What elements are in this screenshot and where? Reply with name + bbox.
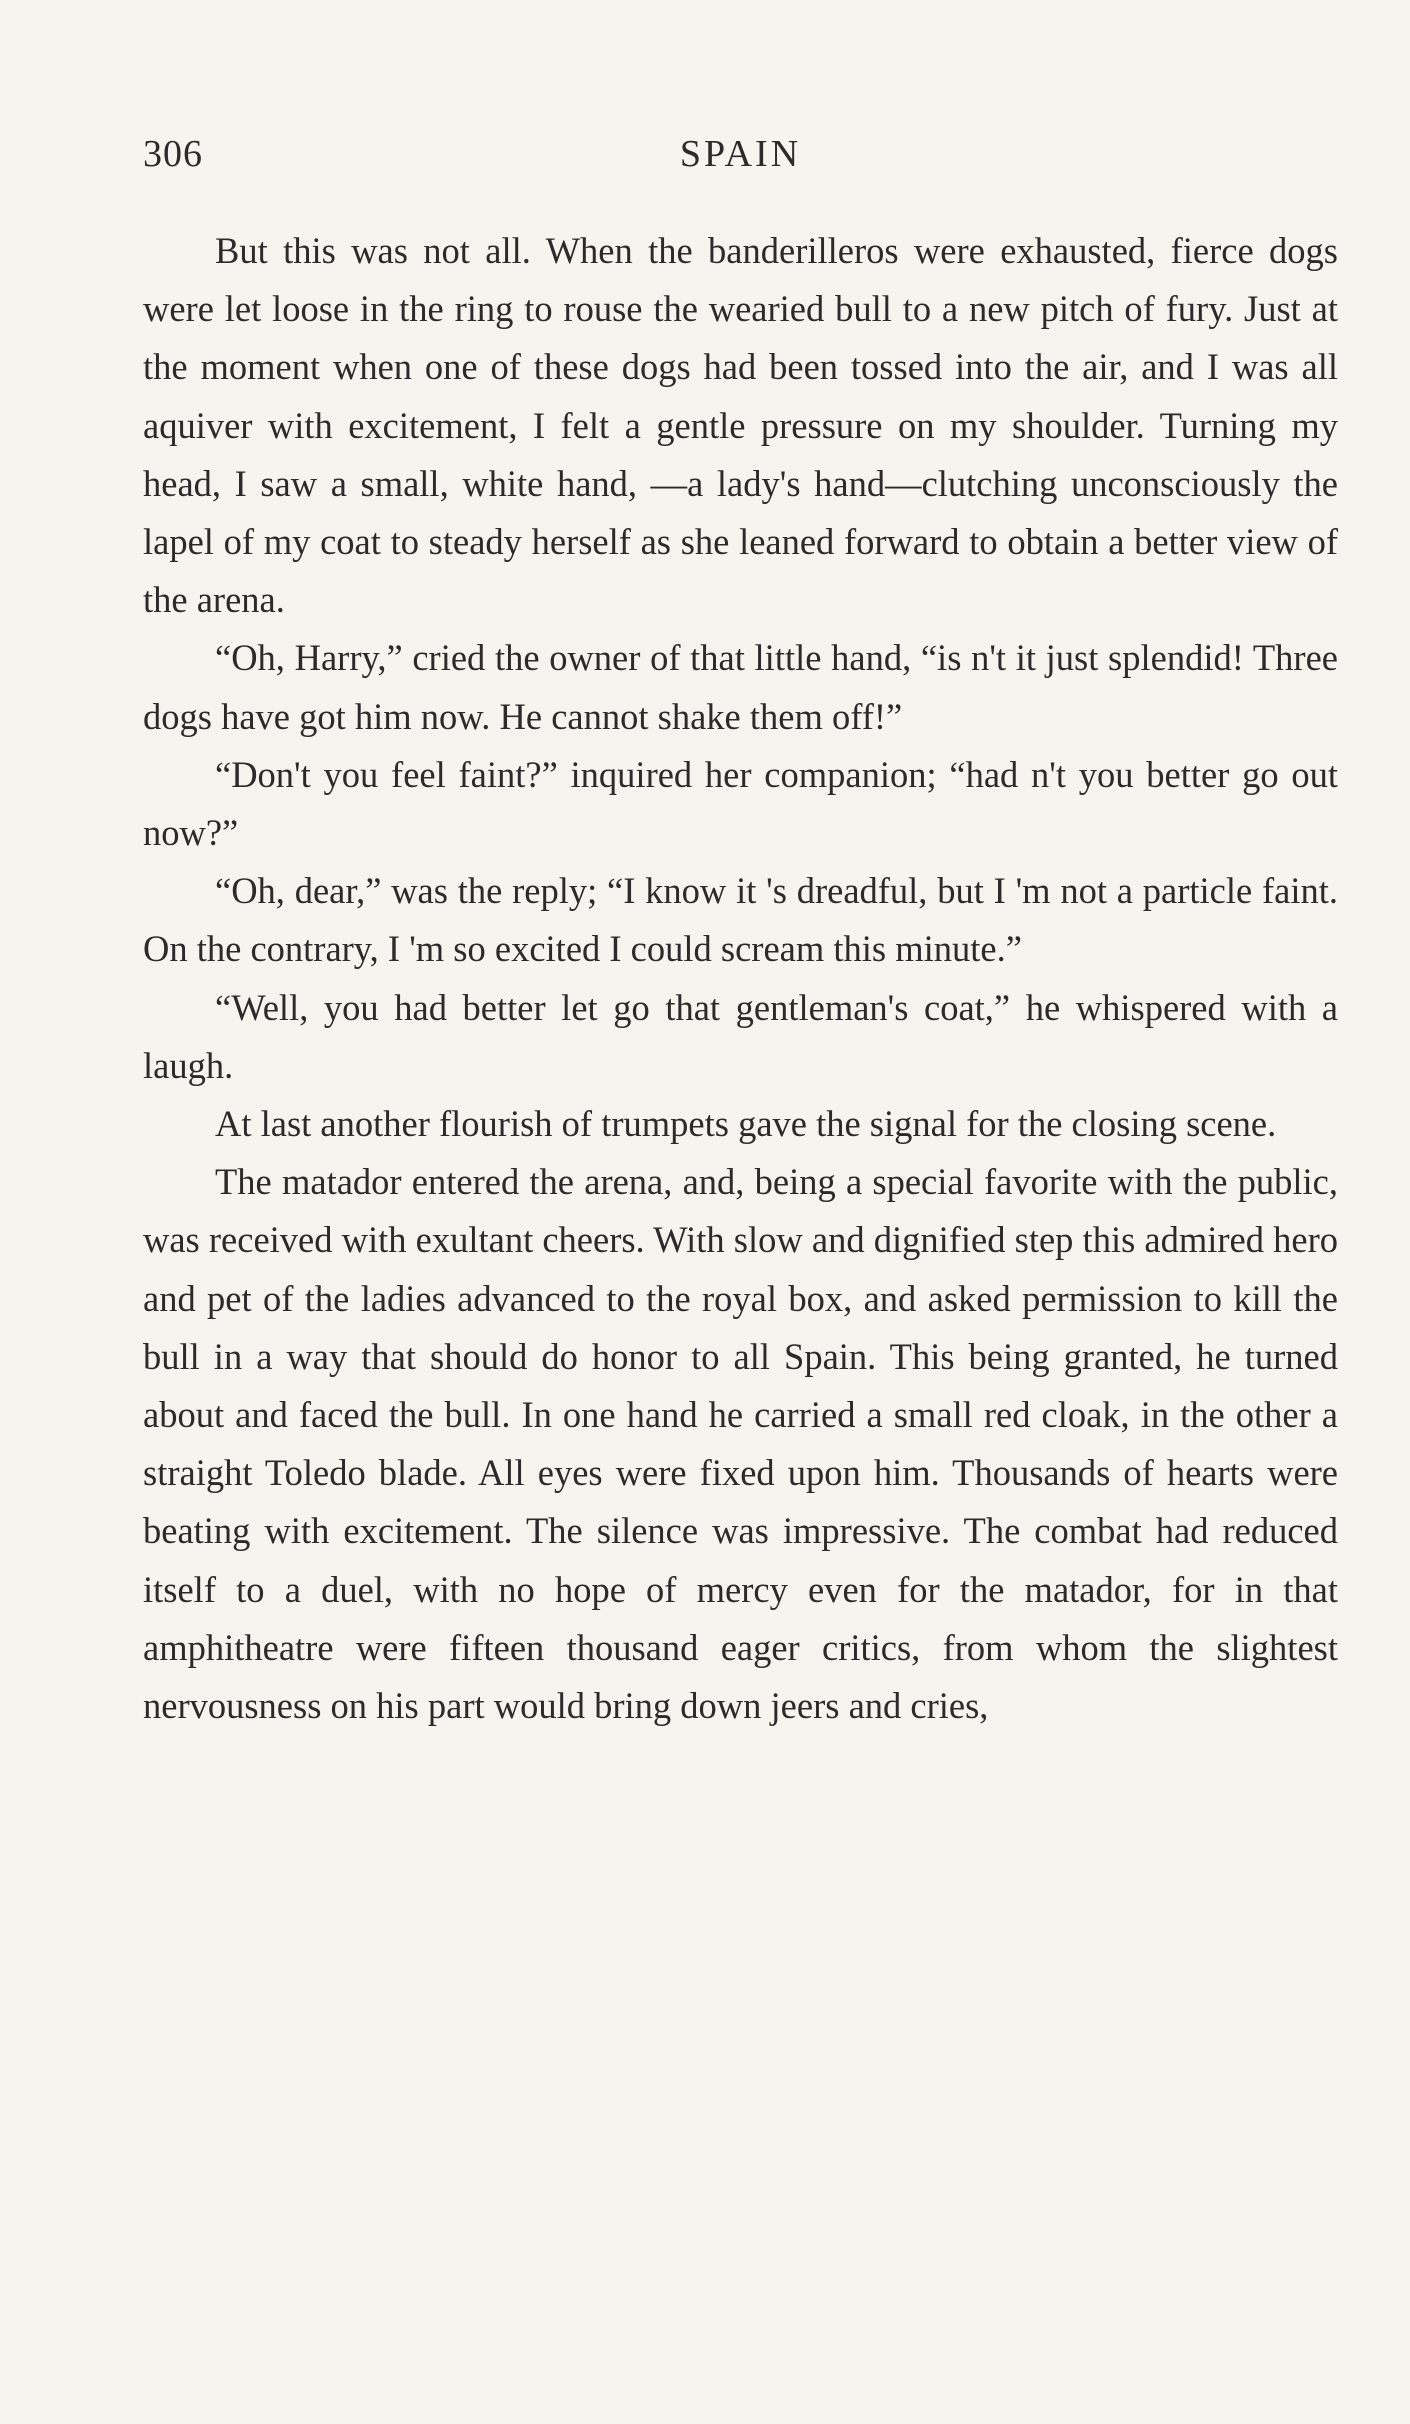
running-title: SPAIN (679, 133, 802, 175)
running-head (143, 132, 1338, 192)
body-text (143, 222, 1338, 1735)
paragraph: The matador entered the arena, and, being a special favorite with the public, was received with exultant cheers. With slow and dignified step this admired hero and pet of the ladies advanced to the royal box, and asked permission to kill the bull in a way that should do honor to all Spain. This being granted, he turned about and faced the bull. In one hand he carried a small red cloak, in the other a straight Toledo blade. All eyes were fixed upon him. Thousands of hearts were beating with excitement. The silence was impressive. The combat had reduced itself to a duel, with no hope of mercy even for the matador, for in that amphitheatre were fifteen thousand eager critics, from whom the slightest nervousness on his part would bring down jeers and cries, (143, 1161, 1338, 1727)
paragraph: “Don't you feel faint?” inquired her companion; “had n't you better go out now?” (143, 753, 1338, 854)
paragraph: “Oh, dear,” was the reply; “I know it 's dreadful, but I 'm not a particle faint. On the contrary, I 'm so excited I could scream this minute.” (143, 870, 1338, 970)
paragraph: “Oh, Harry,” cried the owner of that little hand, “is n't it just splendid! Three dogs have got him now. He cannot shake them off!” (143, 637, 1338, 737)
paragraph: “Well, you had better let go that gentleman's coat,” he whispered with a laugh. (143, 986, 1338, 1086)
page-number: 306 (143, 133, 203, 175)
paragraph: But this was not all. When the banderilleros were exhausted, fierce dogs were let loose in the ring to rouse the wearied bull to a new pitch of fury. Just at the moment when one of these dogs had been tossed into the air, and I was all aquiver with excitement, I felt a gentle pressure on my shoulder. Turning my head, I saw a small, white hand, —a lady's hand—clutching unconsciously the lapel of my coat to steady herself as she leaned forward to obtain a better view of the arena. (143, 230, 1338, 621)
paragraph: At last another flourish of trumpets gave the signal for the closing scene. (215, 1103, 1277, 1145)
